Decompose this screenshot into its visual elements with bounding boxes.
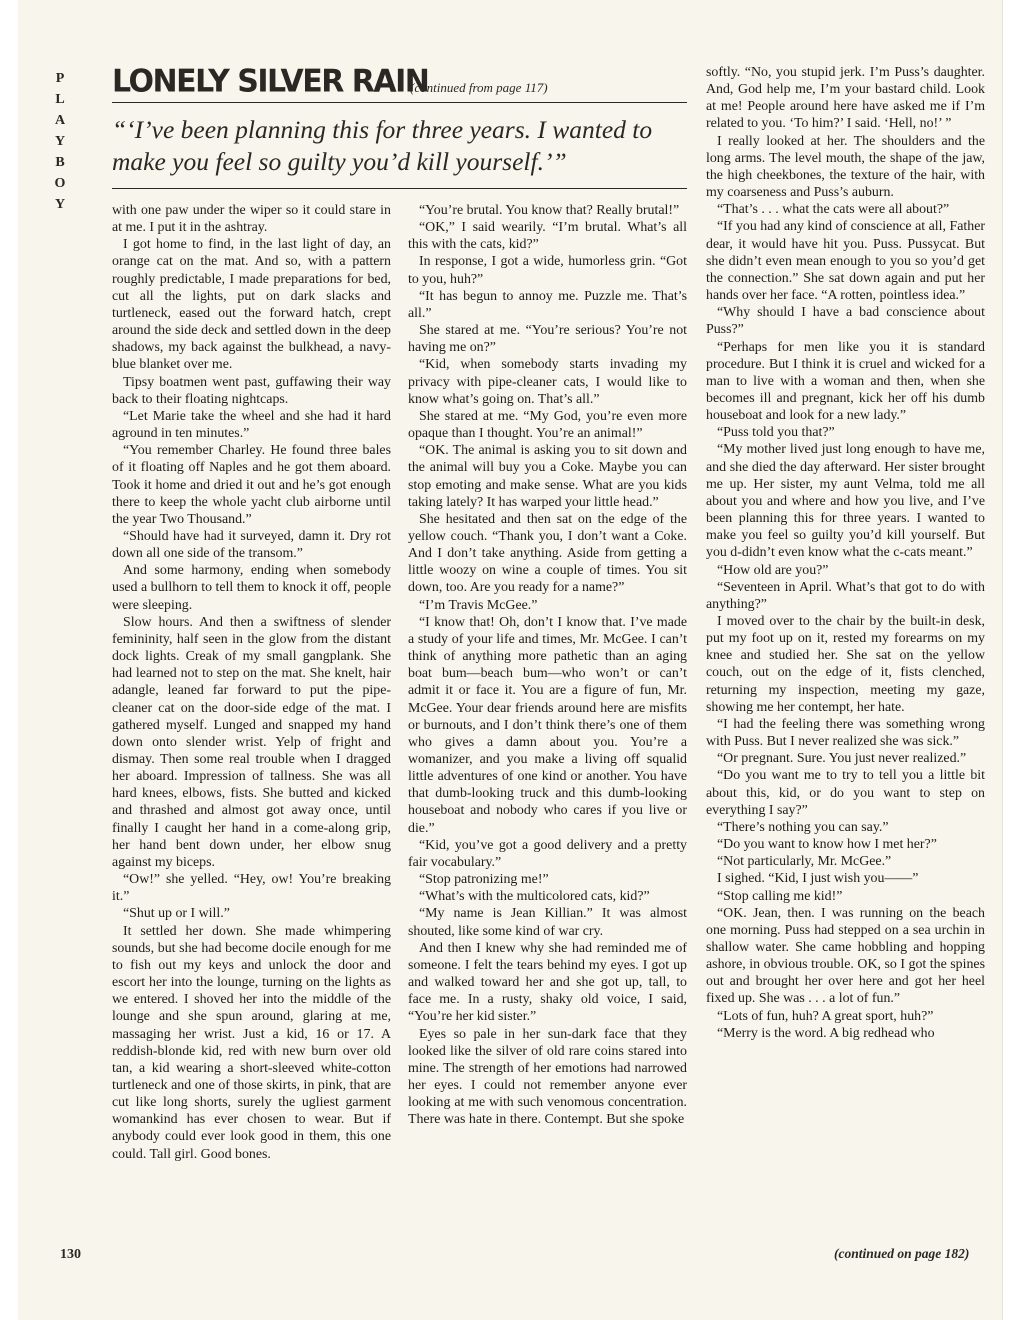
body-paragraph: And then I knew why she had reminded me of someone. I felt the tears behind my eyes. I got up and walked toward her and she got up, tall, to face me. In a rusty, shaky old voice, I said, “You’re her kid sister.”	[408, 940, 687, 1025]
body-paragraph: “Merry is the word. A big redhead who	[717, 1025, 935, 1041]
body-paragraph: In response, I got a wide, humorless grin. “Got to you, huh?”	[408, 254, 687, 287]
body-paragraph: “Seventeen in April. What’s that got to do with anything?”	[706, 579, 985, 612]
masthead-letter: P	[55, 71, 65, 86]
masthead-letter: O	[54, 176, 66, 191]
body-paragraph: “If you had any kind of conscience at all, Father dear, it would have hit you. Puss. Pussycat. But she didn’t even mean enough to you so you’d get the connection.” She sat down again and put her hands over her face. “A rotten, pointless idea.”	[706, 219, 985, 304]
body-paragraph: She hesitated and then sat on the edge of the yellow couch. “Thank you, I don’t want a Coke. And I don’t take anything. Aside from getting a little woozy on wine a couple of times. You sit down, too. Are you ready for a name?”	[408, 511, 687, 596]
body-paragraph: I really looked at her. The shoulders and the long arms. The level mouth, the shape of the jaw, the high cheekbones, the texture of the hair, with my coarseness and Puss’s auburn.	[706, 133, 985, 201]
body-paragraph: “How old are you?”	[717, 562, 829, 578]
body-paragraph: “I’m Travis McGee.”	[419, 597, 538, 613]
body-paragraph: She stared at me. “You’re serious? You’re not having me on?”	[408, 323, 687, 356]
body-paragraph: “Or pregnant. Sure. You just never realized.”	[717, 751, 967, 767]
body-paragraph: “Why should I have a bad conscience about Puss?”	[706, 305, 985, 338]
pull-quote: “‘I’ve been planning this for three years. I wanted to make you feel so guilty you’d kill yourself.’”	[112, 115, 653, 176]
body-paragraph: “Stop calling me kid!”	[717, 888, 843, 904]
body-paragraph: I moved over to the chair by the built-in desk, put my foot up on it, rested my forearms on my knee and studied her. She sat on the yellow couch, out on the edge of it, fists clenched, returning my inspection, meeting my gaze, showing me her contempt, her hate.	[706, 614, 985, 715]
magazine-page	[18, 0, 1003, 1320]
body-paragraph: “That’s . . . what the cats were all about?”	[717, 202, 950, 218]
body-paragraph: “Let Marie take the wheel and she had it hard aground in ten minutes.”	[112, 408, 391, 442]
body-paragraph: It settled her down. She made whimpering sounds, but she had become docile enough for me to fish out my keys and unlock the door and escort her into the lounge, turning on the lights as we entered. I shoved her into the middle of the lounge and she spun around, glaring at me, massaging her wrist. Just a kid, 16 or 17. A reddish-blonde kid, red with new burn over old tan, a kid wearing a short-sleeved white-cotton turtleneck and one of those skirts, in pink, that are cut like long shorts, surely the ugliest garment womankind has ever chosen to wear. But if anybody could ever look good in them, this one could. Tall girl. Good bones.	[112, 923, 391, 1162]
body-paragraph: “What’s with the multicolored cats, kid?”	[419, 889, 650, 905]
masthead-letter: A	[54, 113, 66, 128]
masthead-letter: L	[55, 92, 65, 107]
body-paragraph: “Should have had it surveyed, damn it. Dry rot down all one side of the transom.”	[112, 528, 391, 562]
body-paragraph: “OK. The animal is asking you to sit down and the animal will buy you a Coke. Maybe you can stop emoting and make sense. What are you kids taking lately? It has warped your little head.”	[408, 443, 687, 510]
body-paragraph: “Shut up or I will.”	[123, 906, 230, 922]
body-paragraph: “Not particularly, Mr. McGee.”	[717, 854, 892, 870]
continued-on-note: (continued on page 182)	[834, 1246, 970, 1261]
playboy-vertical-masthead	[52, 68, 68, 215]
body-paragraph: “Lots of fun, huh? A great sport, huh?”	[717, 1008, 934, 1024]
body-paragraph: And some harmony, ending when somebody used a bullhorn to tell them to knock it off, people were sleeping.	[112, 563, 391, 613]
body-paragraph: “You’re brutal. You know that? Really brutal!”	[419, 203, 680, 218]
body-paragraph: “My name is Jean Killian.” It was almost shouted, like some kind of war cry.	[408, 906, 687, 939]
body-paragraph: “Do you want to know how I met her?”	[717, 837, 937, 853]
page-number: 130	[60, 1247, 81, 1262]
body-paragraph: “OK,” I said wearily. “I’m brutal. What’s all this with the cats, kid?”	[408, 220, 687, 253]
body-paragraph: “Puss told you that?”	[717, 425, 835, 441]
body-paragraph: “There’s nothing you can say.”	[717, 819, 889, 835]
body-paragraph: Tipsy boatmen went past, guffawing their way back to their floating nightcaps.	[112, 374, 391, 407]
masthead-letter: Y	[54, 197, 66, 212]
body-paragraph: “Kid, you’ve got a good delivery and a pretty fair vocabulary.”	[408, 837, 687, 870]
text-column-2	[408, 202, 687, 1128]
body-paragraph: “OK. Jean, then. I was running on the beach one morning. Puss had stepped on a sea urchin in shallow water. She came hobbling and hopping ashore, in obvious trouble. OK, so I got the spines out and brought her over here and got her heel fixed up. She was . . . a lot of fun.”	[706, 905, 985, 1007]
body-paragraph: “My mother lived just long enough to have me, and she died the day afterward. Her sister brought me up. Her sister, my aunt Velma, told me all about you and where and how you live, and I’ve been planning this for three years. I wanted to make you feel so guilty you’d kill yourself. But you d-didn’t even know what the c-cats meant.”	[706, 442, 985, 561]
body-paragraph: “It has begun to annoy me. Puzzle me. That’s all.”	[408, 288, 687, 321]
body-paragraph: “You remember Charley. He found three bales of it floating off Naples and he got them aboard. Took it home and dried it out and he’s got enough there to keep the whole yacht club airborne until the year Two Thousand.”	[112, 443, 391, 527]
masthead-letter: Y	[54, 134, 66, 149]
text-column-3	[706, 64, 985, 1042]
title-row	[112, 62, 687, 103]
body-paragraph: softly. “No, you stupid jerk. I’m Puss’s daughter. And, God help me, I’m your bastard child. Look at me! People around here have asked me if I’m related to you. ‘To him?’ I said. ‘Hell, no!’ ”	[706, 65, 985, 132]
body-paragraph: “I know that! Oh, don’t I know that. I’ve made a study of your life and times, Mr. McGee. I can’t think of anything more pathetic than an aging boat bum—beach bum—who won’t or can’t admit it or face it. You are a figure of fun, Mr. McGee. Your dear friends around here are misfits or burnouts, and I don’t think there’s one of them who gives a damn about you. You’re a womanizer, and you make a living off squalid little adventures of one kind or another. You have that dumb-looking truck and this dumb-looking houseboat and nobody who cares if you live or die.”	[408, 614, 687, 836]
body-paragraph: I got home to find, in the last light of day, an orange cat on the mat. And so, with a pattern roughly predictable, I made preparations for bed, cut all the lights, put on dark slacks and turtleneck, eased out the forward hatch, crept around the side deck and settled down in the deep shadows, my back against the bulkhead, a navy-blue blanket over me.	[112, 237, 391, 373]
body-paragraph: I sighed. “Kid, I just wish you——”	[717, 871, 919, 887]
body-paragraph: with one paw under the wiper so it could stare in at me. I put it in the ashtray.	[112, 203, 391, 236]
body-paragraph: “Kid, when somebody starts invading my privacy with pipe-cleaner cats, I would like to know what’s going on. That’s all.”	[408, 357, 687, 407]
masthead-letter: B	[55, 155, 65, 170]
body-paragraph: “Do you want me to try to tell you a little bit about this, kid, or do you want to step on everything I say?”	[706, 768, 985, 818]
body-paragraph: “Stop patronizing me!”	[419, 872, 549, 888]
body-paragraph: She stared at me. “My God, you’re even more opaque than I thought. You’re an animal!”	[408, 408, 687, 442]
text-column-1	[112, 202, 391, 1163]
article-title: LONELY SILVER RAIN	[112, 63, 429, 100]
pull-quote-rule	[112, 188, 687, 189]
continued-from-note: (continued from page 117)	[410, 80, 548, 95]
body-paragraph: “Perhaps for men like you it is standard procedure. But I think it is cruel and wicked for a man to live with a woman and then, when she becomes ill and pregnant, kick her off his dumb houseboat and look for a new lady.”	[706, 339, 985, 424]
body-paragraph: Slow hours. And then a swiftness of slender femininity, half seen in the glow from the distant dock lights. Creak of my small gangplank. She had learned not to step on the mat. She knelt, hair adangle, leaned far forward to put the pipe-cleaner cat on the door-side edge of the mat. I gathered myself. Lunged and snapped my hand down onto slender wrist. Yelp of fright and dismay. Then some real trouble when I dragged her aboard. Impression of tallness. She was all hard knees, elbows, fists. She butted and kicked and thrashed and almost got away once, until finally I caught her hand in a come-along grip, her hand bent down under, her elbow snug against my biceps.	[112, 614, 391, 870]
body-paragraph: Eyes so pale in her sun-dark face that they looked like the silver of old rare coins stared into mine. The strength of her emotions had narrowed her eyes. I could not remember anyone ever looking at me with such venomous concentration. There was hate in there. Contempt. But she spoke	[408, 1026, 687, 1128]
body-paragraph: “I had the feeling there was something wrong with Puss. But I never realized she was sick.”	[706, 716, 985, 750]
body-paragraph: “Ow!” she yelled. “Hey, ow! You’re breaking it.”	[112, 872, 391, 905]
